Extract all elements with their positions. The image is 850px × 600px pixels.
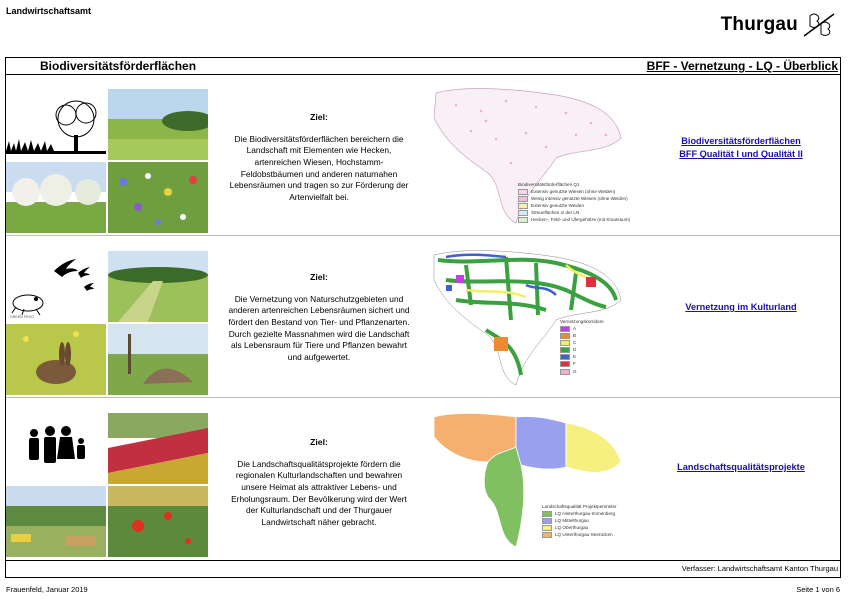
family-pictogram bbox=[6, 413, 106, 484]
orchard-photo bbox=[6, 162, 106, 233]
poppies-photo bbox=[108, 486, 208, 557]
legend-title: Landschaftsqualität Projektperimeter bbox=[542, 504, 617, 509]
legend-item: B bbox=[560, 333, 604, 340]
legend-title: Vernetzungskorridore bbox=[560, 319, 604, 324]
vernetzung-description bbox=[224, 272, 414, 363]
lq-photo-collage bbox=[6, 413, 208, 557]
legend-item: F bbox=[560, 361, 604, 368]
frame-title: Biodiversitätsförderflächen bbox=[40, 59, 197, 73]
legend-item: A bbox=[560, 326, 604, 333]
legend-item: Extensiv genutzte Weiden bbox=[518, 203, 630, 210]
legend-swatch bbox=[542, 525, 552, 531]
legend-swatch bbox=[560, 333, 570, 339]
tree-drawing-image bbox=[6, 89, 106, 160]
legend-swatch bbox=[518, 203, 528, 209]
legend-item: E bbox=[560, 354, 604, 361]
vernetzung-link[interactable]: Vernetzung im Kulturland bbox=[685, 302, 797, 312]
legend-swatch bbox=[560, 340, 570, 346]
swallows-frog-image bbox=[6, 251, 106, 322]
thurgau-logo bbox=[721, 10, 836, 40]
lq-map-legend bbox=[542, 504, 617, 539]
logo-text: Thurgau bbox=[720, 14, 798, 35]
legend-swatch bbox=[518, 196, 528, 202]
legend-swatch bbox=[560, 326, 570, 332]
legend-item: LQ Mittelthurgau bbox=[542, 518, 617, 525]
colourful-fields-photo bbox=[108, 413, 208, 484]
legend-swatch bbox=[560, 361, 570, 367]
field-margin-photo bbox=[108, 251, 208, 322]
legend-item: D bbox=[560, 347, 604, 354]
frame-header bbox=[6, 58, 840, 75]
page-number: Seite 1 von 6 bbox=[796, 585, 840, 594]
vernetzung-goal-heading: Ziel: bbox=[310, 272, 328, 282]
legend-swatch bbox=[518, 189, 528, 195]
org-name: Landwirtschaftsamt bbox=[6, 6, 92, 16]
bff-link-line1[interactable]: Biodiversitätsförderflächen bbox=[681, 136, 801, 146]
author-note: Verfasser: Landwirtschaftsamt Kanton Thurgau bbox=[681, 564, 838, 573]
legend-item: C bbox=[560, 340, 604, 347]
legend-swatch bbox=[560, 354, 570, 360]
section-bff bbox=[6, 75, 840, 236]
bff-goal-text: Die Biodiversitätsförderflächen bereichern die Landschaft mit Elementen wie Hecken, artenreichen Wiesen, Hochstamm-Feldobstbäumen und anderen naturnahen Lebensräumen und tragen so zur Förderung der Artenvielfalt bei. bbox=[229, 133, 409, 202]
wildflowers-photo bbox=[108, 162, 208, 233]
lq-description bbox=[224, 437, 414, 528]
legend-swatch bbox=[560, 369, 570, 375]
legend-title: Biodiversitätsförderflächen Q1 bbox=[518, 182, 580, 187]
legend-swatch bbox=[518, 210, 528, 216]
legend-swatch bbox=[560, 347, 570, 353]
vernetzung-map-legend bbox=[560, 319, 604, 376]
bff-photo-collage bbox=[6, 89, 208, 233]
legend-item: Streueflächen in der LN bbox=[518, 210, 630, 217]
frame-footer bbox=[6, 560, 840, 577]
lq-link[interactable]: Landschaftsqualitätsprojekte bbox=[677, 462, 805, 472]
frog-label: GREEN FROG bbox=[10, 315, 35, 319]
bff-link[interactable] bbox=[646, 135, 836, 162]
coat-of-arms-icon bbox=[802, 10, 836, 40]
legend-swatch bbox=[542, 518, 552, 524]
vernetzung-photo-collage bbox=[6, 251, 208, 395]
place-date: Frauenfeld, Januar 2019 bbox=[6, 585, 88, 594]
content-frame bbox=[5, 57, 841, 578]
overview-title-link[interactable]: BFF - Vernetzung - LQ - Überblick bbox=[646, 59, 838, 73]
bff-link-line2[interactable]: BFF Qualität I und Qualität II bbox=[679, 149, 803, 160]
lq-goal-heading: Ziel: bbox=[310, 437, 328, 447]
landscape-fields-photo bbox=[6, 486, 106, 557]
legend-swatch bbox=[518, 217, 528, 223]
legend-item: LQ Hinterthurgau-Immenberg bbox=[542, 511, 617, 518]
legend-item: LQ Unterthurgau-Seerücken bbox=[542, 532, 617, 539]
vernetzung-goal-text: Die Vernetzung von Naturschutzgebieten und anderen artenreichen Lebensräumen sichert und fördert den Bestand von Tier- und Pflanzenarten. Durch gezielte Massnahmen wird die Landschaft als Lebensraum für Tiere und Pflanzen bewahrt und aufgewertet. bbox=[228, 293, 410, 362]
section-vernetzung bbox=[6, 237, 840, 398]
bff-description bbox=[224, 112, 414, 203]
brushwood-pile-photo bbox=[108, 324, 208, 395]
legend-swatch bbox=[542, 511, 552, 517]
bff-goal-heading: Ziel: bbox=[310, 112, 328, 122]
bff-map-legend bbox=[518, 182, 630, 224]
legend-item: Hecken-, Feld- und Ufergehölze (mit Krautsaum) bbox=[518, 217, 630, 224]
hare-photo bbox=[6, 324, 106, 395]
section-lq bbox=[6, 399, 840, 562]
lq-goal-text: Die Landschaftsqualitätsprojekte fördern die regionalen Kulturlandschaften und bewahren unsere Heimat als attraktiver Lebens- und Erholungsraum. Der Bevölkerung wird der Wert der Kulturlandschaft und der Thurgauer Landwirtschaft näher gebracht. bbox=[231, 458, 407, 527]
legend-item: LQ Oberthurgau bbox=[542, 525, 617, 532]
legend-swatch bbox=[542, 532, 552, 538]
meadow-photo bbox=[108, 89, 208, 160]
legend-item: Extensiv genutzte Wiesen (ohne Weiden) bbox=[518, 189, 630, 196]
legend-item: G bbox=[560, 369, 604, 376]
legend-item: Wenig intensiv genutzte Wiesen (ohne Weiden) bbox=[518, 196, 630, 203]
